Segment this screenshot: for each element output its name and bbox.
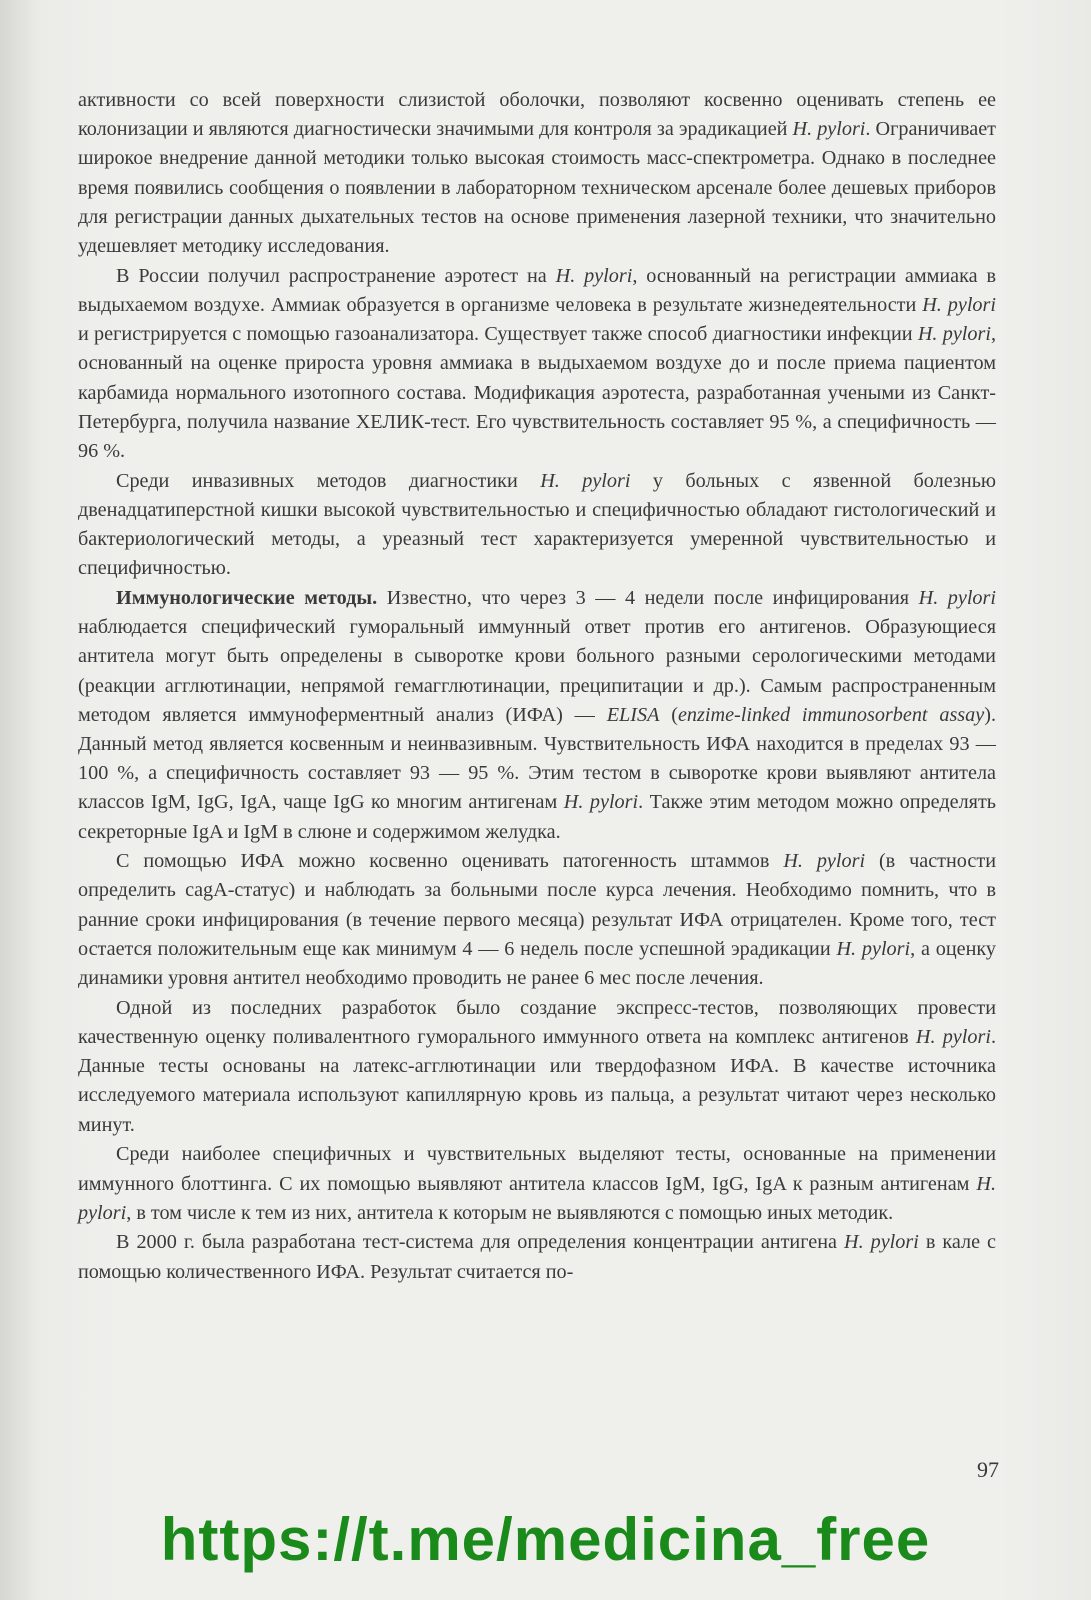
italic-term: H. pylori <box>918 586 996 609</box>
italic-term: H. pylori <box>836 937 911 960</box>
page-number: 97 <box>977 1457 999 1482</box>
text-run: Среди наиболее специфичных и чувствительных выделяют тесты, основанные на применении иммунного блоттинга. С их помощью выявляют антитела классов IgM, IgG, IgA к разным антигенам <box>78 1143 996 1195</box>
italic-term: H. pylori <box>915 1026 991 1048</box>
text-run: . Также этим методом можно определять секреторные IgA и IgM в слюне и содержимом желудка. <box>78 791 996 843</box>
text-run: В России получил распространение аэротест на <box>116 264 556 287</box>
paragraph <box>78 584 996 847</box>
body-text <box>78 86 996 1287</box>
italic-term: H. pylori <box>922 293 996 316</box>
italic-term: H. pylori <box>540 469 631 492</box>
text-run: . Данные тесты основаны на латекс-агглютинации или твердофазном ИФА. В качестве источника исследуемого материала используют капиллярную кровь из пальца, а результат читают через несколько минут. <box>78 1026 996 1136</box>
text-run: Среди инвазивных методов диагностики <box>116 469 541 492</box>
text-run: активности со всей поверхности слизистой оболочки, позволяют косвенно оценивать степень ее колонизации и являются диагностически значимыми для контроля за эрадикацией <box>78 89 996 141</box>
italic-term: enzime-linked immunosorbent assay <box>677 703 985 726</box>
section-heading: Иммунологические методы. <box>116 586 378 609</box>
text-run: В 2000 г. была разработана тест-система для определения концентрации антигена <box>116 1231 844 1254</box>
text-run: ( <box>659 703 678 726</box>
text-run: и регистрируется с помощью газоанализатора. Существует также способ диагностики инфекции <box>78 323 918 346</box>
italic-term: H. pylori <box>783 850 866 873</box>
paragraph <box>78 1228 996 1286</box>
paragraph <box>78 847 996 993</box>
text-run: наблюдается специфический гуморальный иммунный ответ против его антигенов. Образующиеся антитела могут быть определены в сыворотке крови больного разными серологическими методами (реакции агглютинации, непрямой гемагглютинации, преципитации и др.). Самым распространенным методом является иммуноферментный анализ (ИФА) — <box>78 616 996 726</box>
text-run: у больных с язвенной болезнью двенадцатиперстной кишки высокой чувствительностью и специфичностью обладают гистологический и бактериологический методы, а уреазный тест характеризуется умеренной чувствительностью и специфичностью. <box>78 469 996 580</box>
text-run: . Ограничивает широкое внедрение данной методики только высокая стоимость масс-спектрометра. Однако в последнее время появились сообщения о появлении в лабораторном техническом арсенале более дешевых приборов для регистрации данных дыхательных тестов на основе применения лазерной техники, что значительно удешевляет методику исследования. <box>78 118 996 258</box>
text-run: ). Данный метод является косвенным и неинвазивным. Чувствительность ИФА находится в пределах 93 — 100 %, а специфичность составляет 93 — 95 %. Этим тестом в сыворотке крови выявляют антитела классов IgM, IgG, IgA, чаще IgG ко многим антигенам <box>78 703 996 814</box>
text-run: , основанный на регистрации аммиака в выдыхаемом воздухе. Аммиак образуется в организме человека в результате жизнедеятельности <box>78 264 996 316</box>
text-run: Одной из последних разработок было создание экспресс-тестов, позволяющих провести качественную оценку поливалентного гуморального иммунного ответа на комплекс антигенов <box>78 996 996 1048</box>
text-run: , а оценку динамики уровня антител необходимо проводить не ранее 6 мес после лечения. <box>78 937 996 990</box>
paragraph <box>78 467 996 584</box>
text-run: (в частности определить cagA-статус) и наблюдать за больными после курса лечения. Необходимо помнить, что в ранние сроки инфицирования (в течение первого месяца) результат ИФА отрицателен. Кроме того, тест остается положительным еще как минимум 4 — 6 недель после успешной эрадикации <box>78 850 996 960</box>
paragraph <box>78 1140 996 1228</box>
italic-term: H. pylori <box>555 264 633 287</box>
italic-term: H. pylori <box>917 323 991 346</box>
text-run: , в том числе к тем из них, антитела к которым не выявляются с помощью иных методик. <box>126 1201 894 1224</box>
paragraph <box>78 262 996 466</box>
text-run: Известно, что через 3 — 4 недели после инфицирования <box>377 586 919 609</box>
italic-term: ELISA <box>606 703 660 726</box>
italic-term: H. pylori <box>78 1172 996 1224</box>
text-run: , основанный на оценке прироста уровня аммиака в выдыхаемом воздухе до и после приема пациентом карбамида нормального изотопного состава. Модификация аэротеста, разработанная учеными из Санкт-Петербурга, получила название ХЕЛИК-тест. Его чувствительность составляет 95 %, а специфичность — 96 %. <box>78 323 996 462</box>
italic-term: H. pylori <box>563 791 639 814</box>
paragraph <box>78 86 996 261</box>
italic-term: H. pylori <box>843 1231 919 1254</box>
text-run: С помощью ИФА можно косвенно оценивать патогенность штаммов <box>116 850 784 873</box>
italic-term: H. pylori <box>792 118 866 141</box>
text-run: в кале с помощью количественного ИФА. Результат считается по- <box>78 1231 996 1283</box>
paragraph <box>78 994 996 1140</box>
watermark-link[interactable]: https://t.me/medicina_free <box>160 1506 931 1573</box>
